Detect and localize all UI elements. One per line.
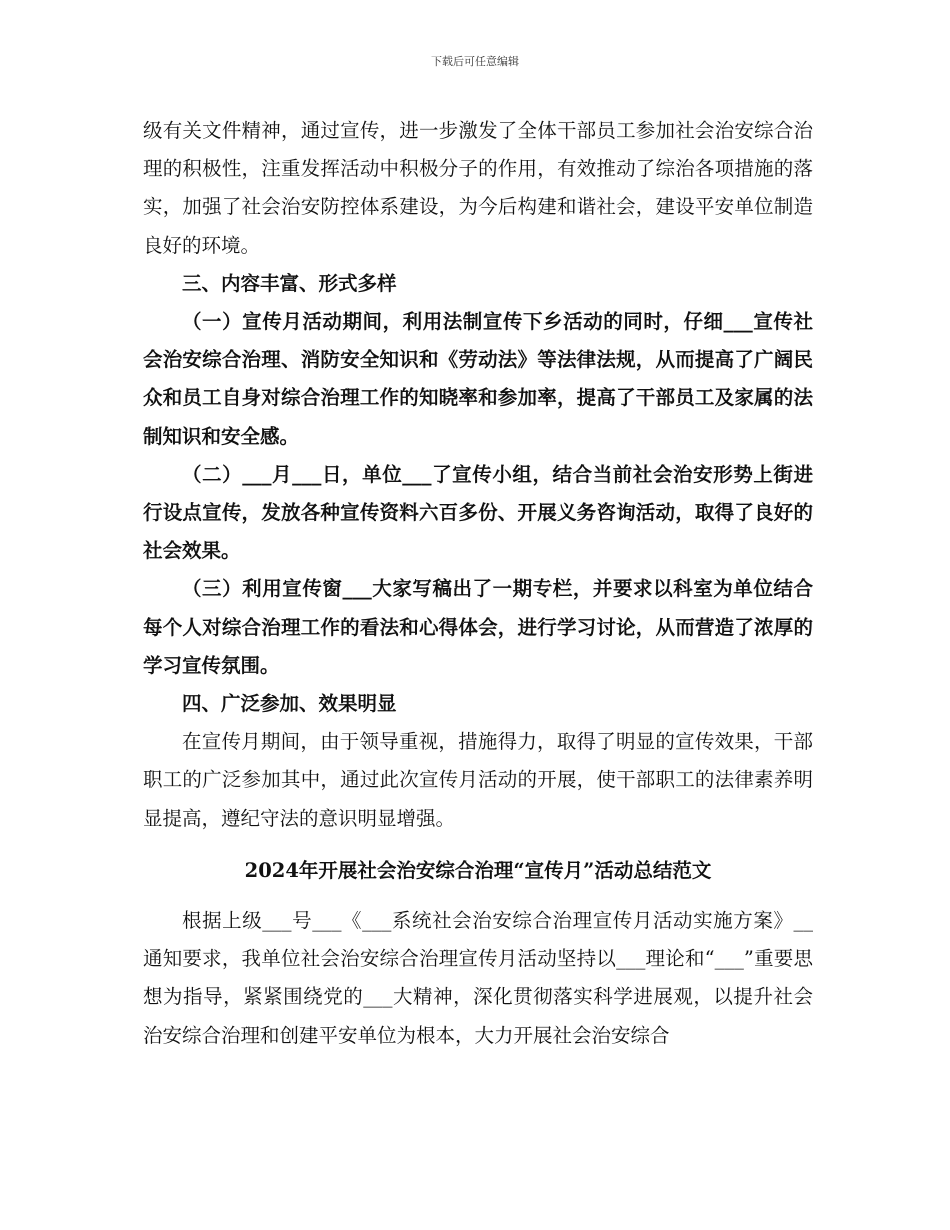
document-body	[143, 112, 813, 1055]
document-title: 2024年开展社会治安综合治理“宣传月”活动总结范文	[244, 858, 712, 882]
section-heading-4: 四、广泛参加、效果明显	[182, 692, 397, 716]
paragraph-continuation: 级有关文件精神，通过宣传，进一步激发了全体干部员工参加社会治安综合治理的积极性，注重发挥活动中积极分子的作用，有效推动了综治各项措施的落实，加强了社会治安防控体系建设，为今后构建和谐社会，建设平安单位制造良好的环境。	[143, 119, 813, 257]
paragraph-intro: 根据上级___号___《___系统社会治安综合治理宣传月活动实施方案》__通知要求，我单位社会治安综合治理宣传月活动坚持以___理论和“___”重要思想为指导，紧紧围绕党的___大精神，深化贯彻落实科学进展观，以提升社会治安综合治理和创建平安单位为根本，大力开展社会治安综合	[143, 909, 813, 1047]
paragraph-item-2: （二）___月___日，单位___了宣传小组，结合当前社会治安形势上街进行设点宣传，发放各种宣传资料六百多份、开展义务咨询活动，取得了良好的社会效果。	[143, 462, 813, 563]
paragraph-effect: 在宣传月期间，由于领导重视，措施得力，取得了明显的宣传效果，干部职工的广泛参加其中，通过此次宣传月活动的开展，使干部职工的法律素养明显提高，遵纪守法的意识明显增强。	[143, 730, 813, 830]
page-header: 下载后可任意编辑	[431, 55, 519, 68]
paragraph-item-1: （一）宣传月活动期间，利用法制宣传下乡活动的同时，仔细___宣传社会治安综合治理、消防安全知识和《劳动法》等法律法规，从而提高了广阔民众和员工自身对综合治理工作的知晓率和参加率，提高了干部员工及家属的法制知识和安全感。	[143, 310, 813, 448]
paragraph-item-3: （三）利用宣传窗___大家写稿出了一期专栏，并要求以科室为单位结合每个人对综合治理工作的看法和心得体会，进行学习讨论，从而营造了浓厚的学习宣传氛围。	[143, 577, 813, 677]
section-heading-3: 三、内容丰富、形式多样	[182, 271, 397, 295]
